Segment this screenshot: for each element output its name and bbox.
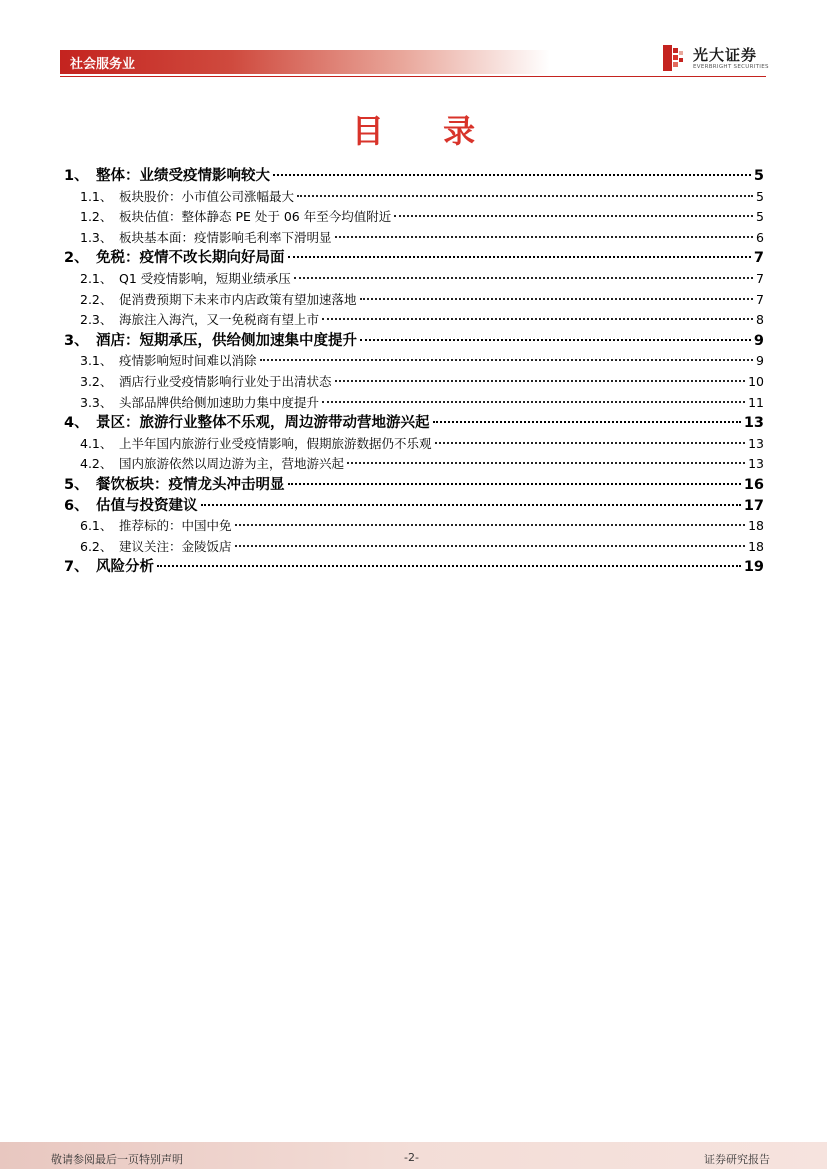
toc-entry-title: 餐饮板块：疫情龙头冲击明显 <box>96 477 285 493</box>
toc-dot-leader <box>297 195 753 197</box>
toc-entry-page: 13 <box>748 456 764 472</box>
toc-entry-page: 6 <box>756 229 764 245</box>
toc-subsection-entry[interactable] <box>80 351 764 368</box>
toc-dot-leader <box>273 174 751 176</box>
toc-entry-page: 5 <box>756 188 764 204</box>
toc-entry-number: 1、 <box>64 168 89 184</box>
toc-section-entry[interactable] <box>64 246 764 265</box>
toc-dot-leader <box>294 277 753 279</box>
toc-title: 目 录 <box>351 112 500 150</box>
toc-dot-leader <box>433 421 741 423</box>
toc-dot-leader <box>322 318 753 320</box>
toc-entry-number: 1.1、 <box>80 188 113 204</box>
toc-entry-number: 3.1、 <box>80 353 113 369</box>
toc-entry-number: 2.2、 <box>80 291 113 307</box>
toc-subsection-entry[interactable] <box>80 207 764 224</box>
toc-entry-number: 1.2、 <box>80 209 113 225</box>
toc-dot-leader <box>235 545 746 547</box>
toc-entry-title: 风险分析 <box>96 559 154 576</box>
toc-section-entry[interactable] <box>64 555 764 574</box>
toc-entry-title: 板块估值：整体静态 PE 处于 06 年至今均值附近 <box>119 209 392 225</box>
toc-entry-number: 7、 <box>64 559 89 576</box>
toc-dot-leader <box>288 256 751 258</box>
toc-entry-title: 板块股价：小市值公司涨幅最大 <box>119 188 295 204</box>
toc-subsection-entry[interactable] <box>80 269 764 286</box>
toc-dot-leader <box>360 339 751 341</box>
header-divider <box>60 76 766 77</box>
toc-entry-page: 9 <box>753 332 764 349</box>
toc-entry-title: 估值与投资建议 <box>96 497 198 514</box>
toc-entry-number: 2.1、 <box>80 271 113 286</box>
toc-section-entry[interactable] <box>64 164 764 183</box>
toc-entry-number: 6.1、 <box>80 518 113 534</box>
toc-subsection-entry[interactable] <box>80 454 764 471</box>
logo-mark-icon <box>663 45 687 71</box>
toc-entry-number: 5、 <box>64 477 89 493</box>
toc-entry-title: 推荐标的：中国中免 <box>119 518 232 534</box>
header-band <box>60 50 550 74</box>
toc-entry-number: 6.2、 <box>80 538 113 554</box>
toc-entry-number: 4.1、 <box>80 435 113 451</box>
toc-entry-title: 免税：疫情不改长期向好局面 <box>96 250 285 267</box>
toc-dot-leader <box>347 462 745 464</box>
toc-entry-number: 3.2、 <box>80 374 113 389</box>
toc-entry-page: 13 <box>748 435 764 451</box>
toc-subsection-entry[interactable] <box>80 516 764 533</box>
toc-dot-leader <box>201 504 741 506</box>
footer-page-number: -2- <box>404 1151 419 1164</box>
footer-doc-type: 证券研究报告 <box>704 1153 770 1166</box>
toc-entry-page: 18 <box>748 518 764 534</box>
toc-entry-title: 板块基本面：疫情影响毛利率下滑明显 <box>119 229 332 245</box>
toc-entry-page: 5 <box>756 209 764 225</box>
toc-entry-number: 4.2、 <box>80 456 113 472</box>
logo-chinese-name: 光大证券 <box>693 46 758 64</box>
toc-subsection-entry[interactable] <box>80 187 764 204</box>
toc-subsection-entry[interactable] <box>80 290 764 307</box>
toc-entry-page: 7 <box>753 250 764 267</box>
toc-entry-title: 上半年国内旅游行业受疫情影响，假期旅游数据仍不乐观 <box>119 435 432 451</box>
toc-entry-title: 海旅注入海汽，又一免税商有望上市 <box>119 312 320 328</box>
logo-english-name: EVERBRIGHT SECURITIES <box>693 64 769 70</box>
toc-dot-leader <box>394 215 753 217</box>
toc-dot-leader <box>157 565 741 567</box>
toc-entry-page: 19 <box>743 559 764 576</box>
footer-disclaimer: 敬请参阅最后一页特别声明 <box>51 1153 183 1166</box>
toc-entry-title: 酒店行业受疫情影响行业处于出清状态 <box>119 374 332 389</box>
toc-section-entry[interactable] <box>64 329 764 348</box>
toc-entry-title: 酒店：短期承压，供给侧加速集中度提升 <box>96 332 357 349</box>
toc-entry-number: 3、 <box>64 332 89 349</box>
toc-dot-leader <box>288 483 741 485</box>
toc-entry-number: 1.3、 <box>80 229 113 245</box>
toc-entry-number: 3.3、 <box>80 394 113 410</box>
toc-subsection-entry[interactable] <box>80 537 764 554</box>
toc-dot-leader <box>435 442 746 444</box>
company-logo <box>663 43 773 75</box>
sector-label: 社会服务业 <box>70 57 136 72</box>
toc-subsection-entry[interactable] <box>80 372 764 389</box>
toc-section-entry[interactable] <box>64 473 764 492</box>
toc-entry-title: 头部品牌供给侧加速助力集中度提升 <box>119 394 320 410</box>
toc-dot-leader <box>335 380 746 382</box>
toc-entry-page: 11 <box>748 394 764 410</box>
toc-dot-leader <box>260 359 754 361</box>
toc-entry-title: 整体：业绩受疫情影响较大 <box>96 168 270 184</box>
toc-entry-page: 7 <box>756 291 764 307</box>
toc-entry-page: 7 <box>756 271 764 286</box>
toc-dot-leader <box>235 524 746 526</box>
toc-entry-title: 国内旅游依然以周边游为主，营地游兴起 <box>119 456 345 472</box>
toc-subsection-entry[interactable] <box>80 393 764 410</box>
toc-dot-leader <box>360 298 754 300</box>
toc-entry-page: 17 <box>743 497 764 514</box>
toc-entry-number: 6、 <box>64 497 89 514</box>
toc-entry-number: 2、 <box>64 250 89 267</box>
toc-subsection-entry[interactable] <box>80 434 764 451</box>
toc-entry-title: 促消费预期下未来市内店政策有望加速落地 <box>119 291 357 307</box>
toc-entry-page: 9 <box>756 353 764 369</box>
toc-entry-page: 5 <box>753 168 764 184</box>
toc-entry-title: 景区：旅游行业整体不乐观，周边游带动营地游兴起 <box>96 415 430 432</box>
toc-subsection-entry[interactable] <box>80 228 764 245</box>
toc-entry-page: 10 <box>748 374 764 389</box>
toc-entry-page: 16 <box>743 477 764 493</box>
toc-section-entry[interactable] <box>64 411 764 430</box>
toc-entry-title: 疫情影响短时间难以消除 <box>119 353 257 369</box>
toc-entry-page: 18 <box>748 538 764 554</box>
toc-entry-title: 建议关注：金陵饭店 <box>119 538 232 554</box>
toc-entry-page: 8 <box>756 312 764 328</box>
toc-subsection-entry[interactable] <box>80 310 764 327</box>
toc-entry-number: 4、 <box>64 415 89 432</box>
toc-entry-page: 13 <box>743 415 764 432</box>
toc-entry-number: 2.3、 <box>80 312 113 328</box>
toc-section-entry[interactable] <box>64 494 764 513</box>
toc-dot-leader <box>335 236 754 238</box>
toc-entry-title: Q1 受疫情影响，短期业绩承压 <box>119 271 291 286</box>
toc-dot-leader <box>322 401 745 403</box>
